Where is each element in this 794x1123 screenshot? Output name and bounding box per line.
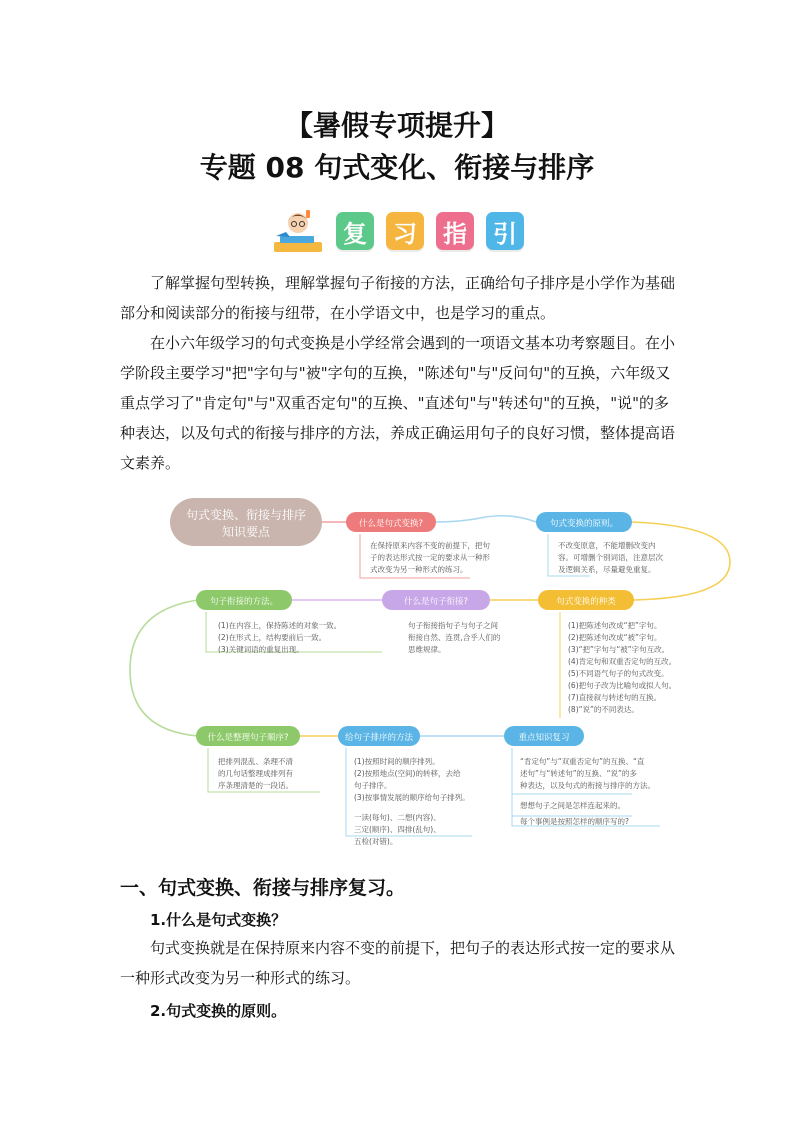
svg-text:(7)直接叙与转述句的互换。: (7)直接叙与转述句的互换。 bbox=[568, 693, 662, 702]
svg-text:一读(每句)、二想(内容)、: 一读(每句)、二想(内容)、 bbox=[354, 813, 441, 822]
subheading-principle: 2.句式变换的原则。 bbox=[150, 1002, 287, 1020]
review-guide-banner bbox=[270, 206, 530, 256]
svg-text:式改变为另一种形式的练习。: 式改变为另一种形式的练习。 bbox=[370, 565, 468, 574]
svg-text:“肯定句”与“双重否定句”的互换、“直: “肯定句”与“双重否定句”的互换、“直 bbox=[520, 757, 645, 766]
svg-text:句式变换的原则。: 句式变换的原则。 bbox=[549, 519, 619, 529]
intro-paragraph-2: 在小六年级学习的句式变换是小学经常会遇到的一项语文基本功考察题目。在小学阶段主要学习"把"字句与"被"字句的互换，"陈述句"与"反问句"的互换，六年级又重点学习了"肯定句"与"双重否定句"的互换、"直述句"与"转述句"的互换，"说"的多种表达，以及句式的衔接与排序的方法，养成正确运用句子的良好习惯，整体提高语文素养。 bbox=[120, 334, 676, 472]
section-heading-1: 一、句式变换、衔接与排序复习。 bbox=[120, 877, 406, 899]
svg-text:(2)在形式上，结构要前后一致。: (2)在形式上，结构要前后一致。 bbox=[218, 633, 327, 642]
node-principle bbox=[536, 512, 663, 575]
svg-text:句子排序。: 句子排序。 bbox=[354, 781, 392, 790]
knowledge-mindmap bbox=[120, 490, 740, 850]
svg-text:容。可增删个别词语，注意层次: 容。可增删个别词语，注意层次 bbox=[558, 553, 663, 562]
svg-text:(2)把陈述句改成“被”字句。: (2)把陈述句改成“被”字句。 bbox=[568, 633, 662, 642]
svg-text:述句”与“转述句”的互换、“说”的多: 述句”与“转述句”的互换、“说”的多 bbox=[520, 769, 637, 778]
node-what-link bbox=[382, 590, 501, 654]
svg-text:的几句话整理成排列有: 的几句话整理成排列有 bbox=[218, 769, 293, 778]
section-body-text bbox=[120, 933, 680, 993]
svg-text:思维规律。: 思维规律。 bbox=[408, 645, 446, 654]
svg-text:(1)在内容上，保持陈述的对象一致。: (1)在内容上，保持陈述的对象一致。 bbox=[218, 621, 342, 630]
svg-text:(4)肯定句和双重否定句的互改。: (4)肯定句和双重否定句的互改。 bbox=[568, 657, 677, 666]
mindmap-root bbox=[170, 498, 322, 546]
svg-text:及逻辑关系，尽量避免重复。: 及逻辑关系，尽量避免重复。 bbox=[558, 565, 656, 574]
svg-text:每个事例是按照怎样的顺序写的?: 每个事例是按照怎样的顺序写的? bbox=[520, 817, 629, 826]
svg-text:在保持原来内容不变的前提下，把句: 在保持原来内容不变的前提下，把句 bbox=[370, 541, 490, 550]
svg-text:(3)关键词语的重复出现。: (3)关键词语的重复出现。 bbox=[218, 645, 304, 654]
student-reading-icon bbox=[270, 206, 326, 256]
svg-text:(1)把陈述句改成“把”字句。: (1)把陈述句改成“把”字句。 bbox=[568, 621, 662, 630]
definition-paragraph: 句式变换就是在保持原来内容不变的前提下，把句子的表达形式按一定的要求从一种形式改变为另一种形式的练习。 bbox=[120, 939, 676, 987]
svg-text:给句子排序的方法: 给句子排序的方法 bbox=[344, 733, 414, 743]
svg-text:重点知识复习: 重点知识复习 bbox=[518, 733, 570, 743]
title-line-2: 专题 08 句式变化、衔接与排序 bbox=[199, 151, 595, 184]
subheading-what-is: 1.什么是句式变换？ bbox=[150, 911, 287, 929]
svg-text:(3)“把”字句与“被”字句互改。: (3)“把”字句与“被”字句互改。 bbox=[568, 645, 670, 654]
svg-text:种表达，以及句式的衔接与排序的方法。: 种表达，以及句式的衔接与排序的方法。 bbox=[520, 781, 655, 790]
svg-text:衔接自然、连贯,合乎人们的: 衔接自然、连贯,合乎人们的 bbox=[408, 633, 501, 642]
root-label-1: 句式变换、衔接与排序 bbox=[185, 508, 307, 522]
svg-text:什么是句子衔接?: 什么是句子衔接? bbox=[403, 597, 469, 607]
svg-text:(8)“说”的不同表达。: (8)“说”的不同表达。 bbox=[568, 705, 639, 714]
svg-text:想想句子之间是怎样连起来的。: 想想句子之间是怎样连起来的。 bbox=[520, 801, 625, 810]
svg-text:(1)按照时间的顺序排列。: (1)按照时间的顺序排列。 bbox=[354, 757, 440, 766]
svg-text:把排列混乱、条理不清: 把排列混乱、条理不清 bbox=[218, 757, 293, 766]
svg-text:(2)按照地点(空间)的转移，去给: (2)按照地点(空间)的转移，去给 bbox=[354, 769, 461, 778]
node-review bbox=[504, 726, 655, 826]
svg-text:什么是整理句子顺序?: 什么是整理句子顺序? bbox=[207, 733, 289, 743]
svg-text:(6)把句子改为比喻句或拟人句。: (6)把句子改为比喻句或拟人句。 bbox=[568, 681, 677, 690]
node-what-is bbox=[346, 512, 490, 574]
svg-text:子的表达形式按一定的要求从一种形: 子的表达形式按一定的要求从一种形 bbox=[370, 553, 490, 562]
svg-text:句子衔接指句子与句子之间: 句子衔接指句子与句子之间 bbox=[408, 621, 498, 630]
title-line-1: 【暑假专项提升】 bbox=[284, 109, 509, 142]
intro-paragraph-1: 了解掌握句型转换，理解掌握句子衔接的方法，正确给句子排序是小学作为基础部分和阅读部分的衔接与纽带，在小学语文中，也是学习的重点。 bbox=[120, 274, 676, 322]
svg-text:三定(顺序)、四排(乱句)、: 三定(顺序)、四排(乱句)、 bbox=[354, 825, 441, 834]
svg-text:不改变原意，不能增删改变内: 不改变原意，不能增删改变内 bbox=[558, 541, 656, 550]
svg-text:(3)按事情发展的顺序给句子排列。: (3)按事情发展的顺序给句子排列。 bbox=[354, 793, 470, 802]
svg-text:句式变换的种类: 句式变换的种类 bbox=[556, 597, 616, 607]
node-what-order bbox=[196, 726, 300, 790]
banner-tile-zhi: 指 bbox=[436, 212, 474, 250]
root-label-2: 知识要点 bbox=[221, 525, 271, 539]
svg-text:五检(对错)。: 五检(对错)。 bbox=[354, 837, 398, 846]
svg-text:句子衔接的方法。: 句子衔接的方法。 bbox=[209, 597, 279, 607]
node-kinds bbox=[538, 590, 676, 714]
banner-tile-fu: 复 bbox=[336, 212, 374, 250]
banner-tile-yin: 引 bbox=[486, 212, 524, 250]
svg-text:什么是句式变换?: 什么是句式变换? bbox=[358, 519, 424, 529]
banner-tile-xi: 习 bbox=[386, 212, 424, 250]
svg-text:(5)不同语气句子的句式改变。: (5)不同语气句子的句式改变。 bbox=[568, 669, 669, 678]
intro-text bbox=[120, 268, 680, 478]
svg-text:序条理清楚的一段话。: 序条理清楚的一段话。 bbox=[218, 781, 293, 790]
node-order-method bbox=[338, 726, 470, 846]
